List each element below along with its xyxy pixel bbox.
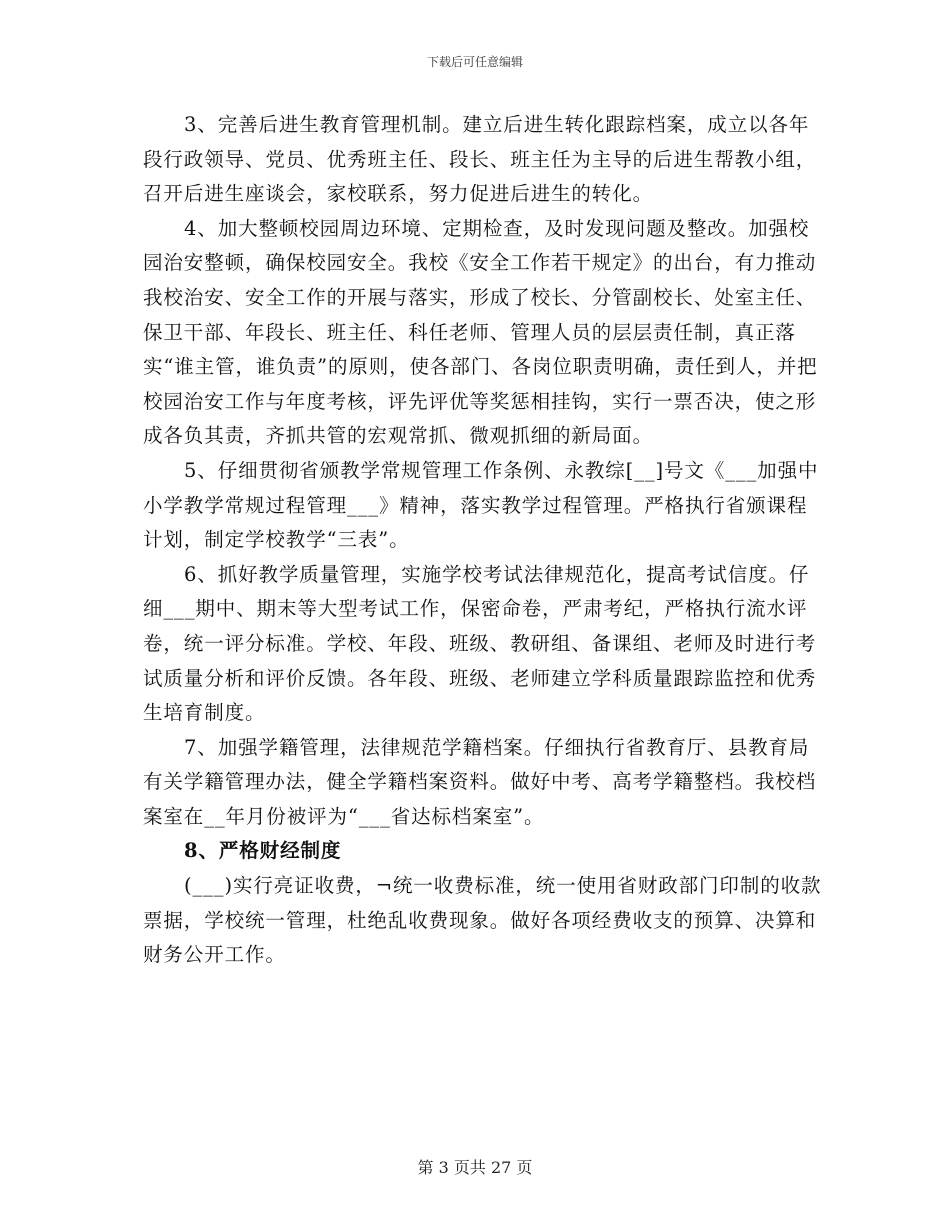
- paragraph-6: 6、抓好教学质量管理，实施学校考试法律规范化，提高考试信度。仔细___期中、期末等大型考试工作，保密命卷，严肃考纪，严格执行流水评卷，统一评分标准。学校、年段、班级、教研组、备课组、老师及时进行考试质量分析和评价反馈。各年段、班级、老师建立学科质量跟踪监控和优秀生培育制度。: [143, 562, 817, 725]
- document-body: [143, 108, 823, 973]
- paragraph-5: 5、仔细贯彻省颁教学常规管理工作条例、永教综[__]号文《___加强中小学教学常规过程管理___》精神，落实教学过程管理。严格执行省颁课程计划，制定学校教学“三表”。: [143, 458, 819, 552]
- paragraph-8-1: (___)实行亮证收费，¬统一收费标准，统一使用省财政部门印制的收款票据，学校统一管理，杜绝乱收费现象。做好各项经费收支的预算、决算和财务公开工作。: [143, 874, 822, 967]
- paragraph-7: 7、加强学籍管理，法律规范学籍档案。仔细执行省教育厅、县教育局有关学籍管理办法，健全学籍档案资料。做好中考、高考学籍整档。我校档案室在__年月份被评为“___省达标档案室”。: [143, 735, 817, 828]
- paragraph-4: 4、加大整顿校园周边环境、定期检查，及时发现问题及整改。加强校园治安整顿，确保校园安全。我校《安全工作若干规定》的出台，有力推动我校治安、安全工作的开展与落实，形成了校长、分管副校长、处室主任、保卫干部、年段长、班主任、科任老师、管理人员的层层责任制，真正落实“谁主管，谁负责”的原则，使各部门、各岗位职责明确，责任到人，并把校园治安工作与年度考核，评先评优等奖惩相挂钩，实行一票否决，使之形成各负其责，齐抓共管的宏观常抓、微观抓细的新局面。: [143, 216, 818, 448]
- page-footer: 第 3 页共 27 页: [417, 1158, 533, 1177]
- paragraph-3: 3、完善后进生教育管理机制。建立后进生转化跟踪档案，成立以各年段行政领导、党员、优秀班主任、段长、班主任为主导的后进生帮教小组，召开后进生座谈会，家校联系，努力促进后进生的转化。: [143, 113, 817, 206]
- page-header: 下载后可任意编辑: [426, 55, 523, 69]
- section-heading: 8、严格财经制度: [184, 839, 342, 863]
